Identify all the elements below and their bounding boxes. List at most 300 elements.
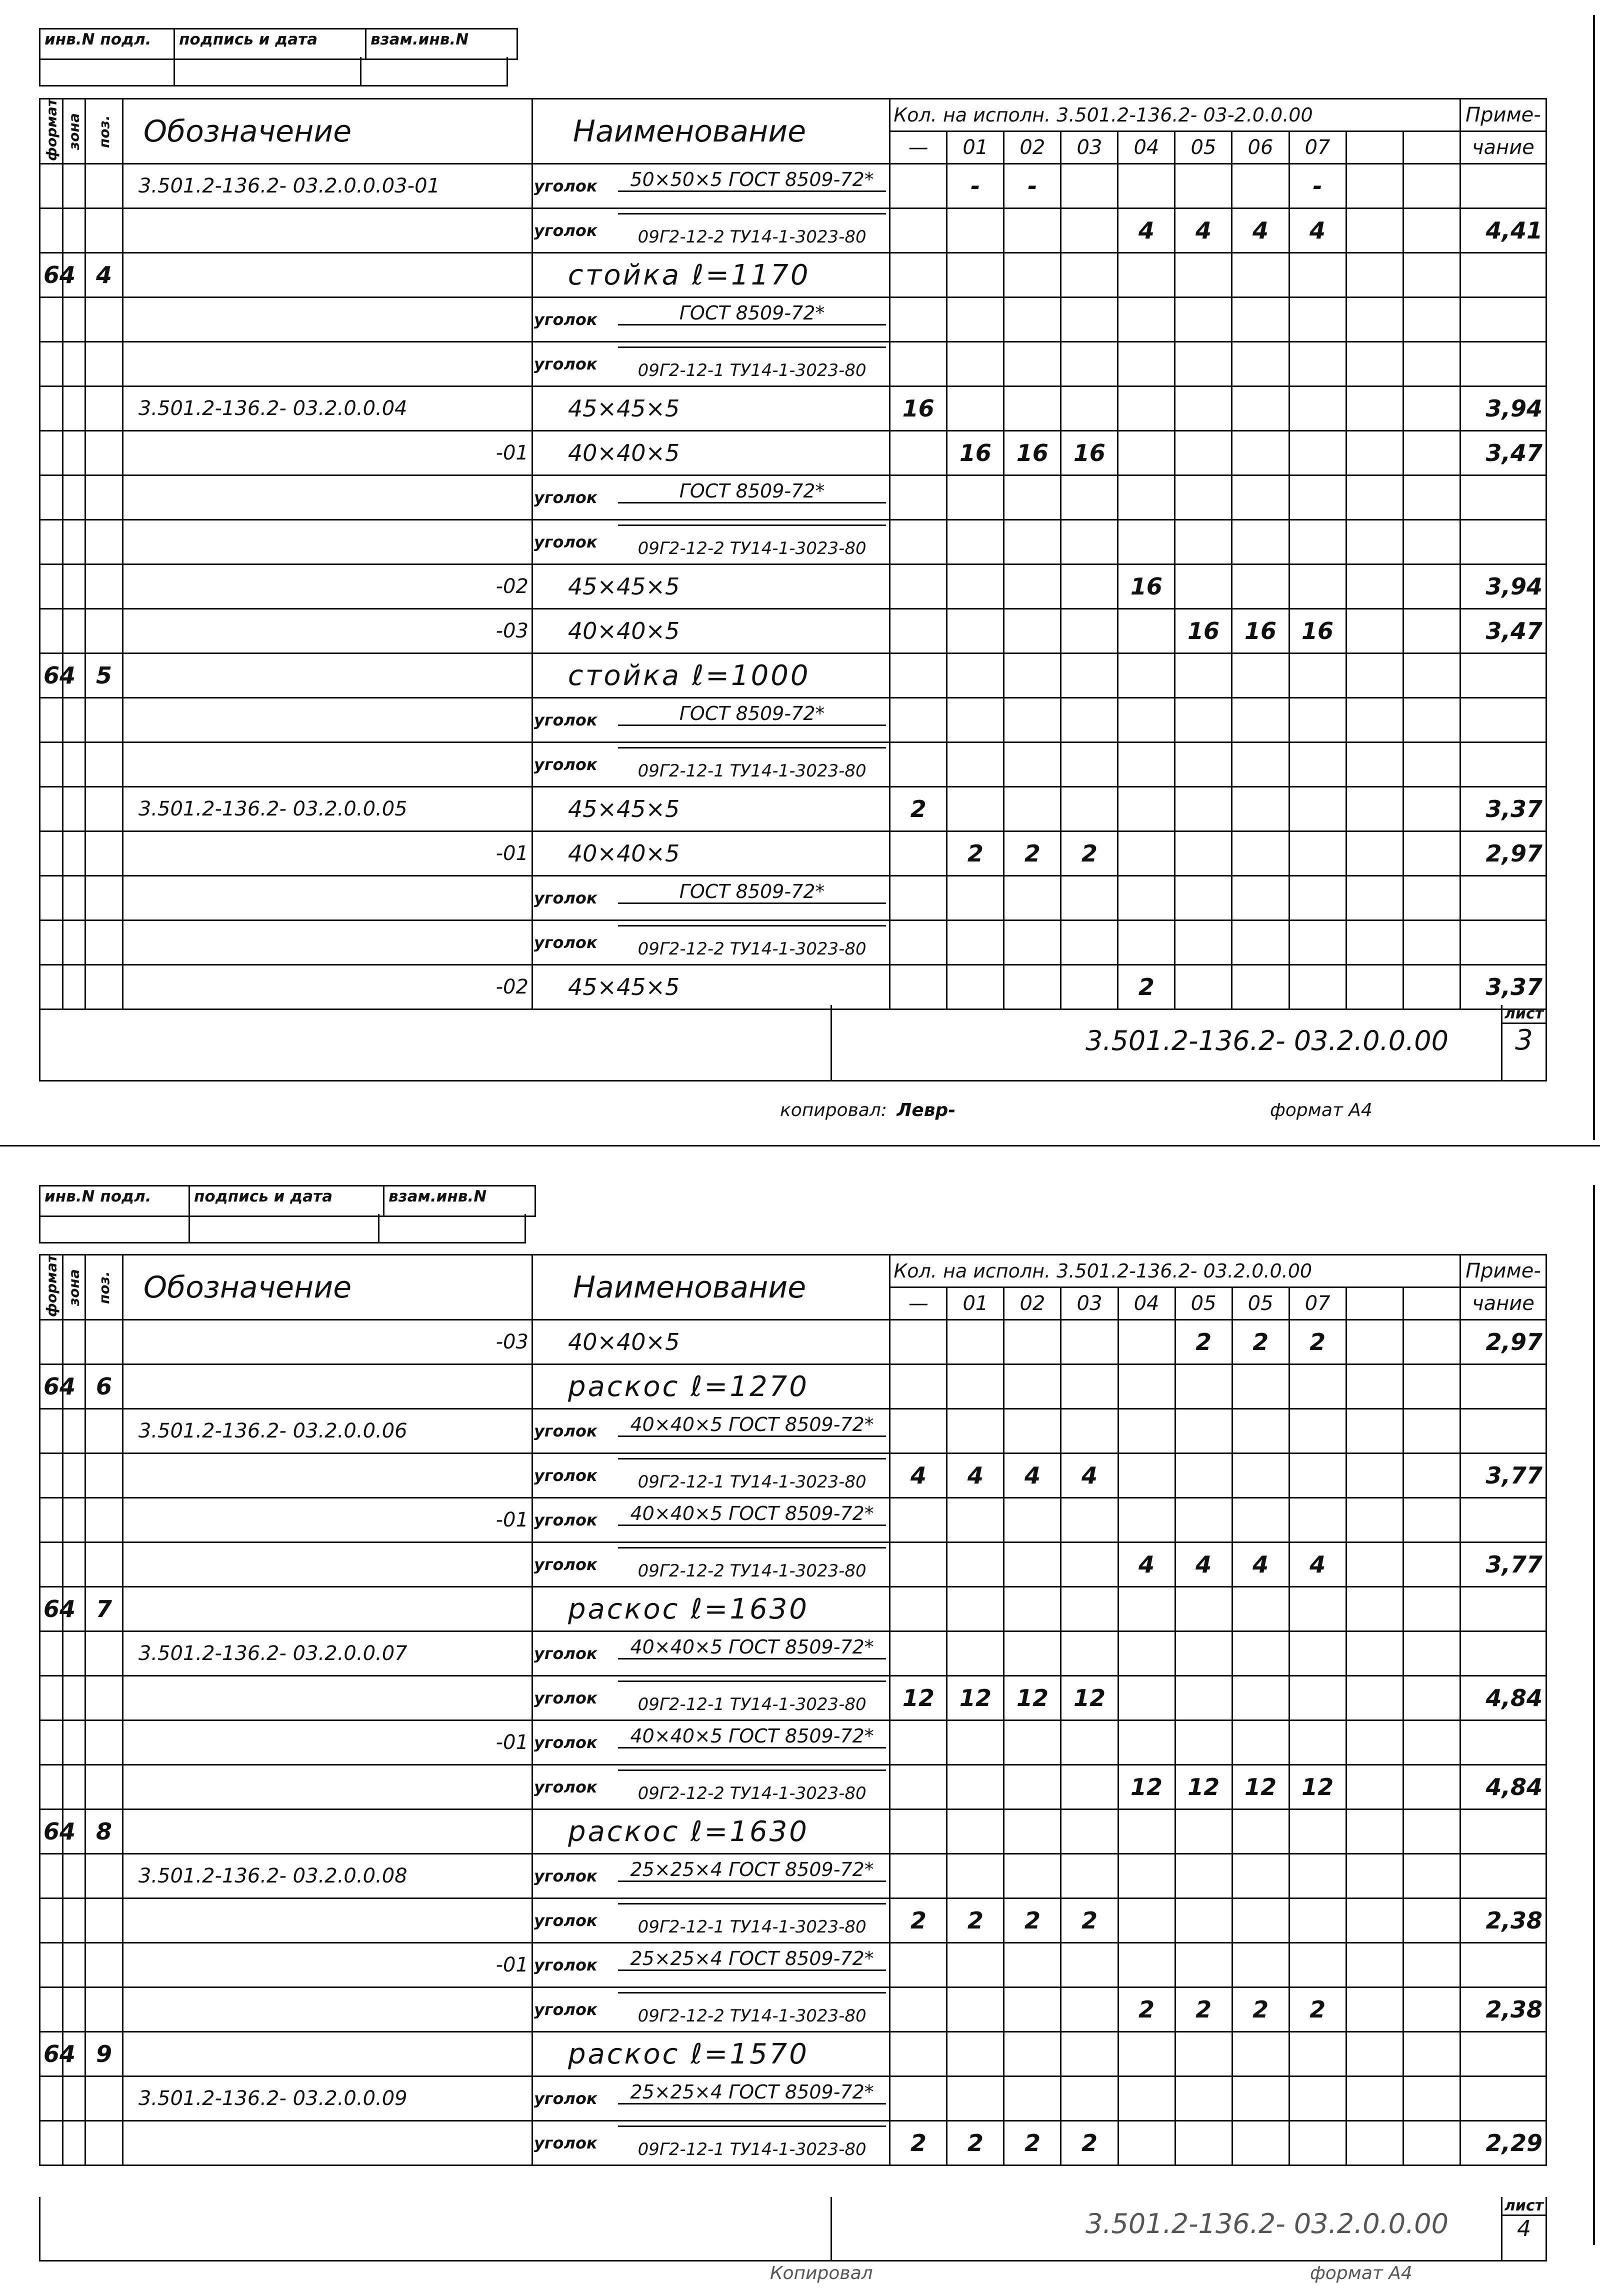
cell-format: [40, 832, 63, 876]
cell-qty-1: -: [947, 164, 1004, 208]
cell-qty-4: [1118, 832, 1175, 876]
angle-profile: 40×40×5 ГОСТ 8509-72*: [618, 1414, 886, 1437]
cell-qty-5: 2: [1175, 1988, 1232, 2032]
cell-qty-8: [1346, 564, 1403, 609]
cell-designation: -01: [122, 832, 532, 876]
cell-format: [40, 2076, 63, 2121]
cell-qty-6: [1232, 787, 1289, 832]
cell-qty-7: [1289, 1632, 1346, 1676]
cell-qty-5: [1175, 876, 1232, 920]
cell-qty-2: [1004, 876, 1061, 920]
table-row: [40, 2121, 1546, 2166]
cell-designation: 3.501.2-136.2- 03.2.0.0.04: [122, 386, 532, 431]
cell-qty-5: [1175, 654, 1232, 698]
cell-qty-6: [1232, 1454, 1289, 1498]
cell-qty-0: [890, 1854, 947, 1898]
cell-qty-3: [1061, 1632, 1118, 1676]
sheet-number: 4: [1517, 2216, 1531, 2242]
cell-qty-4: [1118, 1676, 1175, 1720]
angle-profile: 25×25×4 ГОСТ 8509-72*: [618, 1858, 886, 1882]
cell-note: [1460, 1720, 1546, 1765]
cell-format: [40, 298, 63, 342]
cell-zone: [62, 1854, 86, 1898]
cell-qty-6: [1232, 2032, 1289, 2076]
cell-designation: [122, 520, 532, 564]
cell-qty-4: [1118, 431, 1175, 476]
cell-qty-9: [1403, 965, 1460, 1010]
cell-qty-4: [1118, 520, 1175, 564]
cell-position: [86, 520, 123, 564]
table-row: [40, 1498, 1546, 1542]
cell-qty-8: [1346, 2032, 1403, 2076]
cell-qty-9: [1403, 1943, 1460, 1988]
cell-qty-1: [947, 564, 1004, 609]
cell-position: 6: [86, 1364, 123, 1409]
cell-zone: [62, 520, 86, 564]
table-row: [40, 876, 1546, 920]
cell-qty-9: [1403, 208, 1460, 253]
cell-qty-7: [1289, 520, 1346, 564]
cell-format: [40, 965, 63, 1010]
cell-qty-2: [1004, 2032, 1061, 2076]
cell-qty-2: [1004, 386, 1061, 431]
cell-name-angle: [532, 1409, 890, 1454]
variant-header-2: 02: [1004, 1288, 1061, 1320]
cell-qty-3: [1061, 253, 1118, 298]
cell-position: [86, 431, 123, 476]
angle-material: 09Г2-12-2 ТУ14-1-3023-80: [638, 2006, 866, 2026]
cell-name-angle: [532, 2076, 890, 2121]
cell-designation: -01: [122, 1943, 532, 1988]
cell-qty-0: [890, 876, 947, 920]
spec-table: [39, 1254, 1547, 2166]
cell-qty-5: [1175, 1676, 1232, 1720]
variant-header-3: 03: [1061, 1288, 1118, 1320]
variant-header-9: [1403, 1288, 1460, 1320]
cell-qty-7: 4: [1289, 1542, 1346, 1587]
cell-qty-4: [1118, 1587, 1175, 1632]
cell-qty-4: [1118, 386, 1175, 431]
cell-format: [40, 787, 63, 832]
cell-qty-6: [1232, 654, 1289, 698]
cell-zone: [62, 1498, 86, 1542]
cell-note: [1460, 1854, 1546, 1898]
cell-name-angle: [532, 1498, 890, 1542]
cell-name-angle: [532, 520, 890, 564]
cell-qty-7: [1289, 787, 1346, 832]
cell-position: [86, 832, 123, 876]
variant-header-8: [1346, 132, 1403, 164]
cell-qty-5: [1175, 476, 1232, 520]
cell-qty-3: [1061, 965, 1118, 1010]
cell-name-angle: [532, 298, 890, 342]
table-row: [40, 1854, 1546, 1898]
cell-designation: 3.501.2-136.2- 03.2.0.0.08: [122, 1854, 532, 1898]
cell-designation: 3.501.2-136.2- 03.2.0.0.07: [122, 1632, 532, 1676]
table-row: [40, 253, 1546, 298]
cell-qty-7: [1289, 1409, 1346, 1454]
cell-qty-1: [947, 1765, 1004, 1810]
cell-qty-2: [1004, 476, 1061, 520]
cell-qty-1: [947, 1587, 1004, 1632]
cell-qty-7: [1289, 654, 1346, 698]
table-row: [40, 920, 1546, 965]
cell-name: 45×45×5: [532, 564, 890, 609]
cell-qty-9: [1403, 253, 1460, 298]
cell-qty-8: [1346, 253, 1403, 298]
cell-format: [40, 1943, 63, 1988]
cell-qty-1: [947, 476, 1004, 520]
cell-name: 45×45×5: [532, 386, 890, 431]
col-zone-header: зона: [62, 99, 86, 164]
cell-designation: [122, 876, 532, 920]
format-label: формат А4: [1270, 1100, 1372, 1120]
copied-by: [780, 1100, 956, 1120]
angle-profile: 40×40×5 ГОСТ 8509-72*: [618, 1725, 886, 1748]
cell-qty-5: [1175, 253, 1232, 298]
cell-position: [86, 1765, 123, 1810]
cell-qty-4: [1118, 787, 1175, 832]
cell-qty-9: [1403, 1898, 1460, 1943]
cell-qty-0: [890, 520, 947, 564]
cell-qty-7: [1289, 1720, 1346, 1765]
cell-qty-3: [1061, 208, 1118, 253]
cell-qty-2: [1004, 787, 1061, 832]
angle-label: уголок: [534, 1688, 598, 1708]
cell-qty-7: -: [1289, 164, 1346, 208]
cell-note: [1460, 876, 1546, 920]
cell-qty-2: [1004, 2076, 1061, 2121]
angle-label: уголок: [534, 1510, 598, 1530]
col-pos-header: поз.: [86, 1255, 123, 1320]
cell-qty-3: [1061, 1943, 1118, 1988]
cell-note: 3,77: [1460, 1454, 1546, 1498]
cell-qty-6: [1232, 2076, 1289, 2121]
cell-designation: [122, 698, 532, 742]
cell-name-angle: [532, 1676, 890, 1720]
cell-format: [40, 698, 63, 742]
angle-profile: [618, 1680, 886, 1682]
cell-zone: [62, 386, 86, 431]
sheet-page-4: [0, 1175, 1621, 2296]
cell-qty-1: [947, 208, 1004, 253]
cell-qty-7: [1289, 1364, 1346, 1409]
cell-position: [86, 1898, 123, 1943]
cell-zone: [62, 431, 86, 476]
cell-note: 2,38: [1460, 1988, 1546, 2032]
cell-qty-8: [1346, 208, 1403, 253]
stamp-inv-label: инв.N подл.: [40, 30, 175, 58]
cell-qty-4: [1118, 1720, 1175, 1765]
cell-qty-7: [1289, 2032, 1346, 2076]
cell-qty-7: [1289, 1454, 1346, 1498]
cell-qty-7: [1289, 2076, 1346, 2121]
angle-material: 09Г2-12-1 ТУ14-1-3023-80: [638, 1472, 866, 1492]
cell-qty-5: [1175, 1810, 1232, 1854]
cell-qty-5: 4: [1175, 208, 1232, 253]
cell-position: [86, 609, 123, 654]
angle-material: 09Г2-12-2 ТУ14-1-3023-80: [638, 1561, 866, 1581]
cell-zone: [62, 1542, 86, 1587]
table-row: [40, 208, 1546, 253]
cell-zone: [62, 742, 86, 787]
angle-profile: [618, 524, 886, 526]
cell-format: [40, 1898, 63, 1943]
cell-qty-4: [1118, 654, 1175, 698]
col-designation-header: Обозначение: [122, 1255, 532, 1320]
cell-zone: [62, 164, 86, 208]
cell-qty-3: [1061, 609, 1118, 654]
table-row: [40, 164, 1546, 208]
cell-qty-5: [1175, 832, 1232, 876]
cell-qty-5: 4: [1175, 1542, 1232, 1587]
cell-qty-2: [1004, 253, 1061, 298]
cell-qty-5: [1175, 164, 1232, 208]
table-row: [40, 1943, 1546, 1988]
cell-qty-5: [1175, 1898, 1232, 1943]
cell-qty-8: [1346, 164, 1403, 208]
cell-qty-7: [1289, 832, 1346, 876]
cell-qty-4: [1118, 876, 1175, 920]
cell-format: [40, 564, 63, 609]
variant-header-7: 07: [1289, 132, 1346, 164]
cell-note: [1460, 342, 1546, 386]
cell-qty-0: [890, 431, 947, 476]
cell-name-angle: [532, 876, 890, 920]
cell-zone: [62, 298, 86, 342]
cell-name: раскос ℓ=1570: [532, 2032, 890, 2076]
cell-qty-3: [1061, 1587, 1118, 1632]
cell-qty-6: [1232, 1810, 1289, 1854]
angle-profile: [618, 346, 886, 348]
approval-stamp-fields: [39, 57, 508, 86]
cell-position: [86, 1498, 123, 1542]
format-label: формат А4: [1310, 2263, 1412, 2284]
table-row: [40, 787, 1546, 832]
cell-format: 64: [40, 654, 63, 698]
cell-designation: [122, 1988, 532, 2032]
cell-name-angle: [532, 698, 890, 742]
angle-label: уголок: [534, 1956, 598, 1974]
cell-qty-6: [1232, 564, 1289, 609]
cell-zone: [62, 1632, 86, 1676]
cell-qty-1: [947, 253, 1004, 298]
stamp-sign-label: подпись и дата: [190, 1186, 384, 1216]
sheet-label: лист: [1502, 1005, 1546, 1024]
col-note-header-2: чание: [1460, 1288, 1546, 1320]
cell-qty-2: 2: [1004, 2121, 1061, 2166]
cell-qty-5: [1175, 1854, 1232, 1898]
cell-qty-2: [1004, 742, 1061, 787]
angle-profile: [618, 1903, 886, 1904]
angle-material: 09Г2-12-2 ТУ14-1-3023-80: [638, 538, 866, 558]
cell-qty-0: [890, 742, 947, 787]
cell-qty-1: [947, 654, 1004, 698]
cell-position: 9: [86, 2032, 123, 2076]
cell-qty-0: [890, 298, 947, 342]
cell-qty-8: [1346, 1587, 1403, 1632]
cell-qty-2: [1004, 342, 1061, 386]
cell-qty-2: [1004, 208, 1061, 253]
cell-qty-2: [1004, 298, 1061, 342]
cell-qty-1: 12: [947, 1676, 1004, 1720]
cell-qty-6: [1232, 1898, 1289, 1943]
angle-label: уголок: [534, 2134, 598, 2152]
variant-header-9: [1403, 132, 1460, 164]
cell-qty-8: [1346, 1810, 1403, 1854]
table-row: [40, 476, 1546, 520]
cell-zone: [62, 1765, 86, 1810]
cell-qty-5: [1175, 2076, 1232, 2121]
table-row: [40, 1587, 1546, 1632]
cell-name-angle: [532, 1454, 890, 1498]
spec-table: [39, 98, 1547, 1010]
col-note-header: Приме-: [1460, 1255, 1546, 1288]
cell-qty-0: [890, 253, 947, 298]
variant-header-6: 05: [1232, 1288, 1289, 1320]
table-row: [40, 1720, 1546, 1765]
sheet-page-3: [0, 0, 1621, 1145]
cell-qty-5: [1175, 1632, 1232, 1676]
cell-format: 64: [40, 1810, 63, 1854]
cell-qty-3: [1061, 564, 1118, 609]
cell-name: 40×40×5: [532, 609, 890, 654]
cell-qty-2: [1004, 1765, 1061, 1810]
cell-position: [86, 1632, 123, 1676]
cell-qty-5: [1175, 564, 1232, 609]
cell-qty-0: [890, 2032, 947, 2076]
cell-qty-0: [890, 1632, 947, 1676]
cell-format: [40, 1988, 63, 2032]
cell-position: 7: [86, 1587, 123, 1632]
cell-qty-7: [1289, 1587, 1346, 1632]
cell-qty-8: [1346, 342, 1403, 386]
cell-qty-6: [1232, 1676, 1289, 1720]
cell-qty-5: 12: [1175, 1765, 1232, 1810]
right-edge-line: [1593, 15, 1595, 1140]
cell-designation: -03: [122, 1320, 532, 1364]
cell-qty-6: [1232, 832, 1289, 876]
cell-note: [1460, 253, 1546, 298]
cell-qty-0: [890, 208, 947, 253]
sheet-number: 3: [1515, 1024, 1533, 1056]
cell-qty-1: [947, 920, 1004, 965]
cell-name: 40×40×5: [532, 1320, 890, 1364]
cell-qty-8: [1346, 1854, 1403, 1898]
cell-qty-8: [1346, 1632, 1403, 1676]
angle-profile: 25×25×4 ГОСТ 8509-72*: [618, 1948, 886, 1971]
table-row: [40, 1676, 1546, 1720]
table-row: [40, 386, 1546, 431]
cell-qty-9: [1403, 1765, 1460, 1810]
cell-qty-5: [1175, 1498, 1232, 1542]
cell-qty-8: [1346, 1898, 1403, 1943]
cell-qty-5: [1175, 342, 1232, 386]
cell-format: 64: [40, 1587, 63, 1632]
cell-qty-3: [1061, 1542, 1118, 1587]
cell-format: [40, 1676, 63, 1720]
cell-designation: -01: [122, 431, 532, 476]
cell-name: 45×45×5: [532, 965, 890, 1010]
cell-position: [86, 2121, 123, 2166]
cell-qty-9: [1403, 787, 1460, 832]
cell-name-angle: [532, 1542, 890, 1587]
cell-qty-6: [1232, 1498, 1289, 1542]
cell-zone: [62, 1676, 86, 1720]
cell-qty-7: 12: [1289, 1765, 1346, 1810]
cell-qty-8: [1346, 1409, 1403, 1454]
cell-qty-9: [1403, 832, 1460, 876]
cell-qty-9: [1403, 1676, 1460, 1720]
cell-qty-4: [1118, 1498, 1175, 1542]
cell-qty-1: 2: [947, 1898, 1004, 1943]
cell-format: [40, 742, 63, 787]
cell-qty-1: [947, 742, 1004, 787]
cell-name: стойка ℓ=1000: [532, 654, 890, 698]
cell-position: [86, 2076, 123, 2121]
cell-designation: 3.501.2-136.2- 03.2.0.0.06: [122, 1409, 532, 1454]
cell-note: [1460, 2076, 1546, 2121]
cell-qty-6: [1232, 298, 1289, 342]
cell-qty-6: [1232, 698, 1289, 742]
cell-zone: [62, 1988, 86, 2032]
cell-zone: [62, 2076, 86, 2121]
cell-qty-2: [1004, 1810, 1061, 1854]
cell-qty-4: 2: [1118, 1988, 1175, 2032]
cell-qty-5: [1175, 2032, 1232, 2076]
cell-format: [40, 1498, 63, 1542]
table-row: [40, 742, 1546, 787]
cell-format: 64: [40, 2032, 63, 2076]
cell-designation: -02: [122, 564, 532, 609]
cell-qty-3: [1061, 654, 1118, 698]
cell-qty-3: 12: [1061, 1676, 1118, 1720]
cell-position: [86, 1409, 123, 1454]
variant-header-4: 04: [1118, 1288, 1175, 1320]
angle-profile: [618, 2126, 886, 2127]
angle-label: уголок: [534, 310, 598, 329]
sheet-number-box: [1501, 1005, 1546, 1080]
angle-profile: 25×25×4 ГОСТ 8509-72*: [618, 2081, 886, 2104]
col-name-header: Наименование: [532, 1255, 890, 1320]
cell-note: 3,94: [1460, 564, 1546, 609]
angle-profile: [618, 747, 886, 748]
cell-name: 40×40×5: [532, 832, 890, 876]
cell-qty-6: [1232, 386, 1289, 431]
cell-qty-9: [1403, 386, 1460, 431]
cell-qty-4: [1118, 920, 1175, 965]
col-quantity-header: Кол. на исполн. 3.501.2-136.2- 03.2.0.0.00: [890, 1255, 1460, 1288]
cell-position: [86, 208, 123, 253]
cell-note: [1460, 476, 1546, 520]
cell-zone: [62, 1943, 86, 1988]
stamp-inv-label: инв.N подл.: [40, 1186, 190, 1216]
cell-qty-3: [1061, 386, 1118, 431]
angle-label: уголок: [534, 1733, 598, 1752]
cell-qty-7: [1289, 1943, 1346, 1988]
angle-material: 09Г2-12-1 ТУ14-1-3023-80: [638, 2140, 866, 2160]
table-row: [40, 1765, 1546, 1810]
table-row: [40, 609, 1546, 654]
cell-qty-3: 4: [1061, 1454, 1118, 1498]
variant-header-2: 02: [1004, 132, 1061, 164]
angle-label: уголок: [534, 488, 598, 507]
cell-qty-0: [890, 1542, 947, 1587]
cell-qty-3: [1061, 1364, 1118, 1409]
cell-qty-6: 12: [1232, 1765, 1289, 1810]
cell-qty-3: [1061, 698, 1118, 742]
cell-qty-5: [1175, 386, 1232, 431]
